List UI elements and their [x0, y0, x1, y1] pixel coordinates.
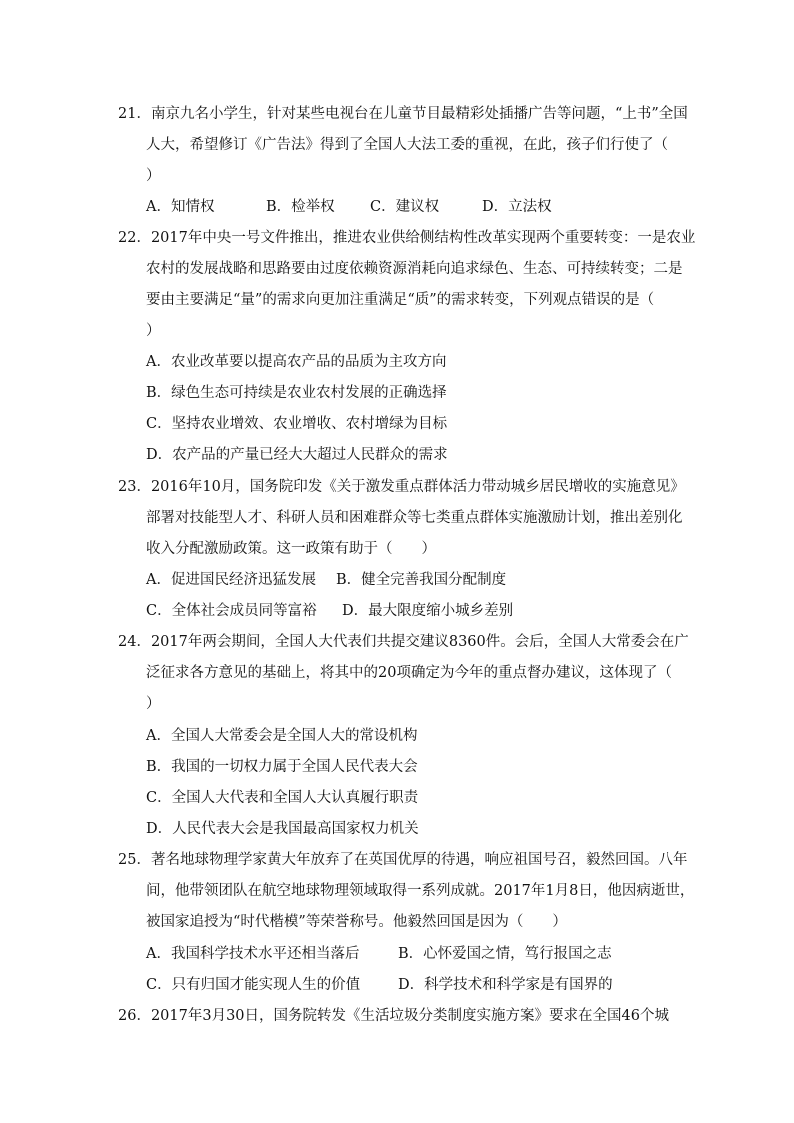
- option-d: D．最大限度缩小城乡差别: [342, 603, 514, 619]
- question-25-line-2: 间，他带领团队在航空地球物理领域取得一系列成就。2017年1月8日，他因病逝世，: [146, 883, 695, 899]
- question-23-line-1: 23．2016年10月，国务院印发《关于激发重点群体活力带动城乡居民增收的实施意见》: [118, 479, 685, 495]
- question-23-line-3: 收入分配激励政策。这一政策有助于（ ）: [146, 541, 436, 557]
- option-d: D．立法权: [482, 199, 552, 215]
- option-d: D．人民代表大会是我国最高国家权力机关: [146, 821, 419, 837]
- question-25-line-3: 被国家追授为“时代楷模”等荣誉称号。他毅然回国是因为（ ）: [146, 914, 567, 930]
- option-b: B．绿色生态可持续是农业农村发展的正确选择: [146, 385, 447, 401]
- question-21-line-1: 21．南京九名小学生，针对某些电视台在儿童节目最精彩处插播广告等问题，“上书”全国: [118, 106, 688, 122]
- question-22-line-1: 22．2017年中央一号文件推出，推进农业供给侧结构性改革实现两个重要转变：一是农业: [118, 230, 696, 246]
- option-c: C．坚持农业增效、农业增收、农村增绿为目标: [146, 416, 448, 432]
- option-d: D．科学技术和科学家是有国界的: [398, 977, 613, 993]
- question-22-line-3: 要由主要满足“量”的需求向更加注重满足“质”的需求转变，下列观点错误的是（: [146, 292, 655, 308]
- option-a: A．全国人大常委会是全国人大的常设机构: [146, 728, 418, 744]
- option-c: C．全国人大代表和全国人大认真履行职责: [146, 790, 419, 806]
- option-c: C．建议权: [370, 199, 440, 215]
- option-c: C．全体社会成员同等富裕: [146, 603, 317, 619]
- option-b: B．健全完善我国分配制度: [336, 572, 507, 588]
- option-a: A．促进国民经济迅猛发展: [146, 572, 316, 588]
- question-22-line-2: 农村的发展战略和思路要由过度依赖资源消耗向追求绿色、生态、可持续转变；二是: [146, 261, 683, 277]
- option-b: B．检举权: [266, 199, 335, 215]
- option-a: A．农业改革要以提高农产品的品质为主攻方向: [146, 354, 447, 370]
- question-26-line-1: 26．2017年3月30日，国务院转发《生活垃圾分类制度实施方案》要求在全国46个城: [118, 1008, 669, 1024]
- option-c: C．只有归国才能实现人生的价值: [146, 977, 361, 993]
- question-24-line-3: ）: [146, 696, 161, 712]
- question-24-line-1: 24．2017年两会期间，全国人大代表们共提交建议8360件。会后，全国人大常委会在广: [118, 634, 689, 650]
- question-21-line-2: 人大，希望修订《广告法》得到了全国人大法工委的重视，在此，孩子们行使了（: [146, 137, 668, 153]
- option-d: D．农产品的产量已经大大超过人民群众的需求: [146, 447, 448, 463]
- option-b: B．心怀爱国之情，笃行报国之志: [398, 946, 612, 962]
- question-25-line-1: 25．著名地球物理学家黄大年放弃了在英国优厚的待遇，响应祖国号召，毅然回国。八年: [118, 852, 688, 868]
- question-21-line-3: ）: [146, 168, 161, 184]
- question-24-line-2: 泛征求各方意见的基础上，将其中的20项确定为今年的重点督办建议，这体现了（: [146, 665, 672, 681]
- option-b: B．我国的一切权力属于全国人民代表大会: [146, 759, 418, 775]
- option-a: A．我国科学技术水平还相当落后: [146, 946, 360, 962]
- option-a: A．知情权: [146, 199, 215, 215]
- question-22-line-4: ）: [146, 323, 161, 339]
- question-23-line-2: 部署对技能型人才、科研人员和困难群众等七类重点群体实施激励计划，推出差别化: [146, 510, 683, 526]
